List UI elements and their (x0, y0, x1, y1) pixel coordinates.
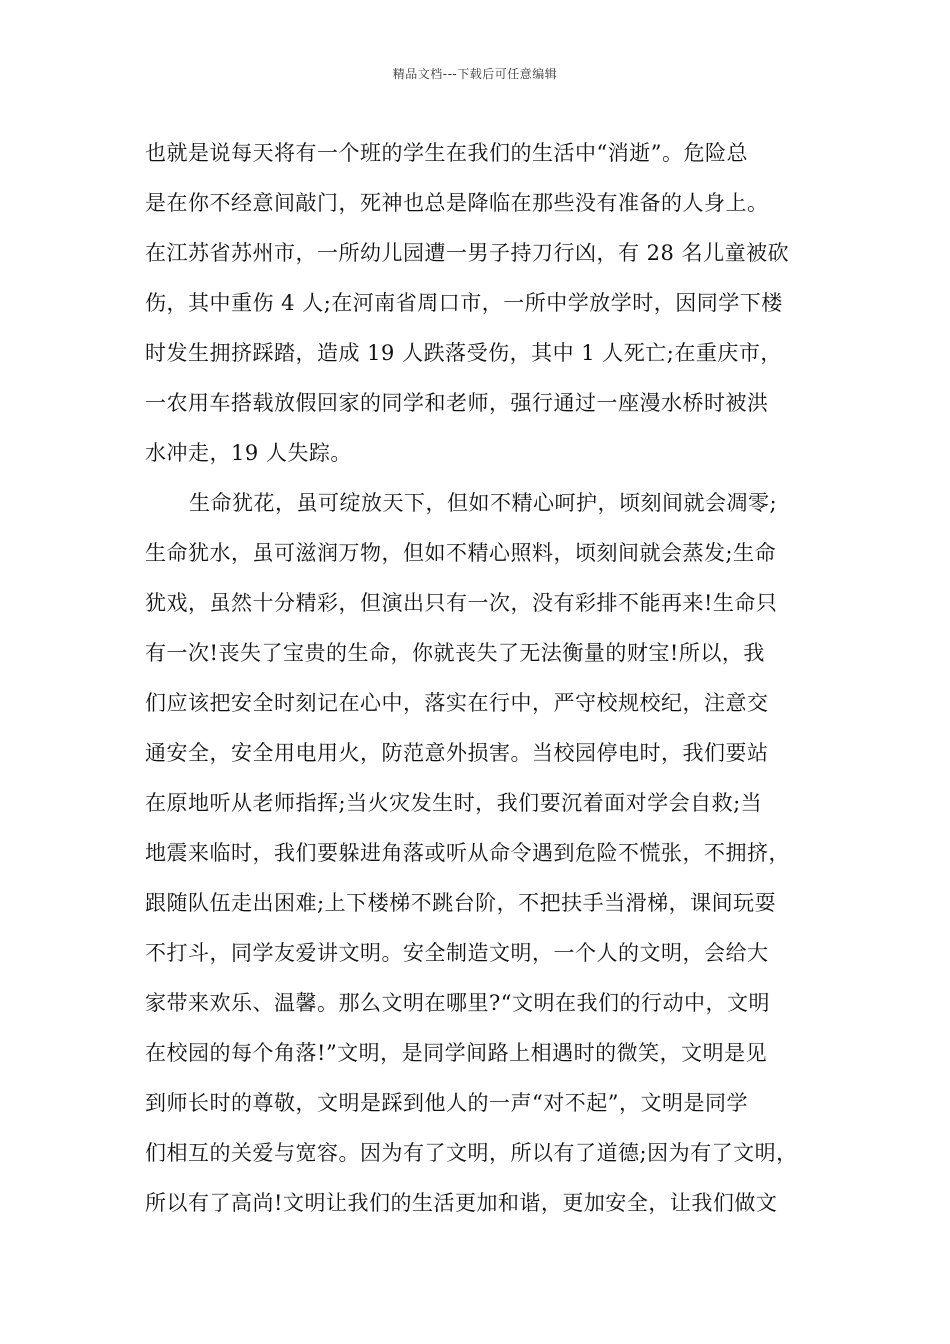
text-line: 在江苏省苏州市，一所幼儿园遭一男子持刀行凶，有 28 名儿童被砍 (145, 241, 790, 265)
text-line: 也就是说每天将有一个班的学生在我们的生活中“消逝”。危险总 (145, 141, 748, 165)
text-line: 有一次!丧失了宝贵的生命，你就丧失了无法衡量的财宝!所以，我 (145, 641, 765, 665)
document-body (145, 128, 810, 1228)
text-line: 跟随队伍走出困难;上下楼梯不跳台阶，不把扶手当滑梯，课间玩耍 (145, 891, 777, 915)
text-line: 犹戏，虽然十分精彩，但演出只有一次，没有彩排不能再来!生命只 (145, 591, 778, 615)
text-line: 在校园的每个角落!”文明，是同学间路上相遇时的微笑，文明是见 (145, 1041, 768, 1065)
text-line: 水冲走，19 人失踪。 (145, 441, 352, 465)
paragraph-1 (145, 128, 810, 478)
text-line: 时发生拥挤踩踏，造成 19 人跌落受伤，其中 1 人死亡;在重庆市， (145, 341, 782, 365)
text-line: 通安全，安全用电用火，防范意外损害。当校园停电时，我们要站 (145, 741, 769, 765)
text-line: 伤，其中重伤 4 人;在河南省周口市，一所中学放学时，因同学下楼 (145, 291, 783, 315)
text-line: 们相互的关爱与宽容。因为有了文明，所以有了道德;因为有了文明， (145, 1141, 798, 1165)
text-line: 到师长时的尊敬，文明是踩到他人的一声“对不起”，文明是同学 (145, 1091, 748, 1115)
page-header: 精品文档---下载后可任意编辑 (392, 67, 558, 81)
paragraph-2 (145, 478, 810, 1228)
text-line: 家带来欢乐、温馨。那么文明在哪里?“文明在我们的行动中，文明 (145, 991, 770, 1015)
text-line: 在原地听从老师指挥;当火灾发生时，我们要沉着面对学会自救;当 (145, 791, 763, 815)
text-line: 生命犹水，虽可滋润万物，但如不精心照料，顷刻间就会蒸发;生命 (145, 541, 777, 565)
text-line: 所以有了高尚!文明让我们的生活更加和谐，更加安全，让我们做文 (145, 1191, 778, 1215)
text-line: 一农用车搭载放假回家的同学和老师，强行通过一座漫水桥时被洪 (145, 391, 769, 415)
text-line: 们应该把安全时刻记在心中，落实在行中，严守校规校纪，注意交 (145, 691, 769, 715)
text-line: 生命犹花，虽可绽放天下，但如不精心呵护，顷刻间就会凋零; (189, 491, 778, 515)
text-line: 不打斗，同学友爱讲文明。安全制造文明，一个人的文明，会给大 (145, 941, 769, 965)
text-line: 地震来临时，我们要躲进角落或听从命令遇到危险不慌张，不拥挤， (145, 841, 790, 865)
text-line: 是在你不经意间敲门，死神也总是降临在那些没有准备的人身上。 (145, 191, 769, 215)
